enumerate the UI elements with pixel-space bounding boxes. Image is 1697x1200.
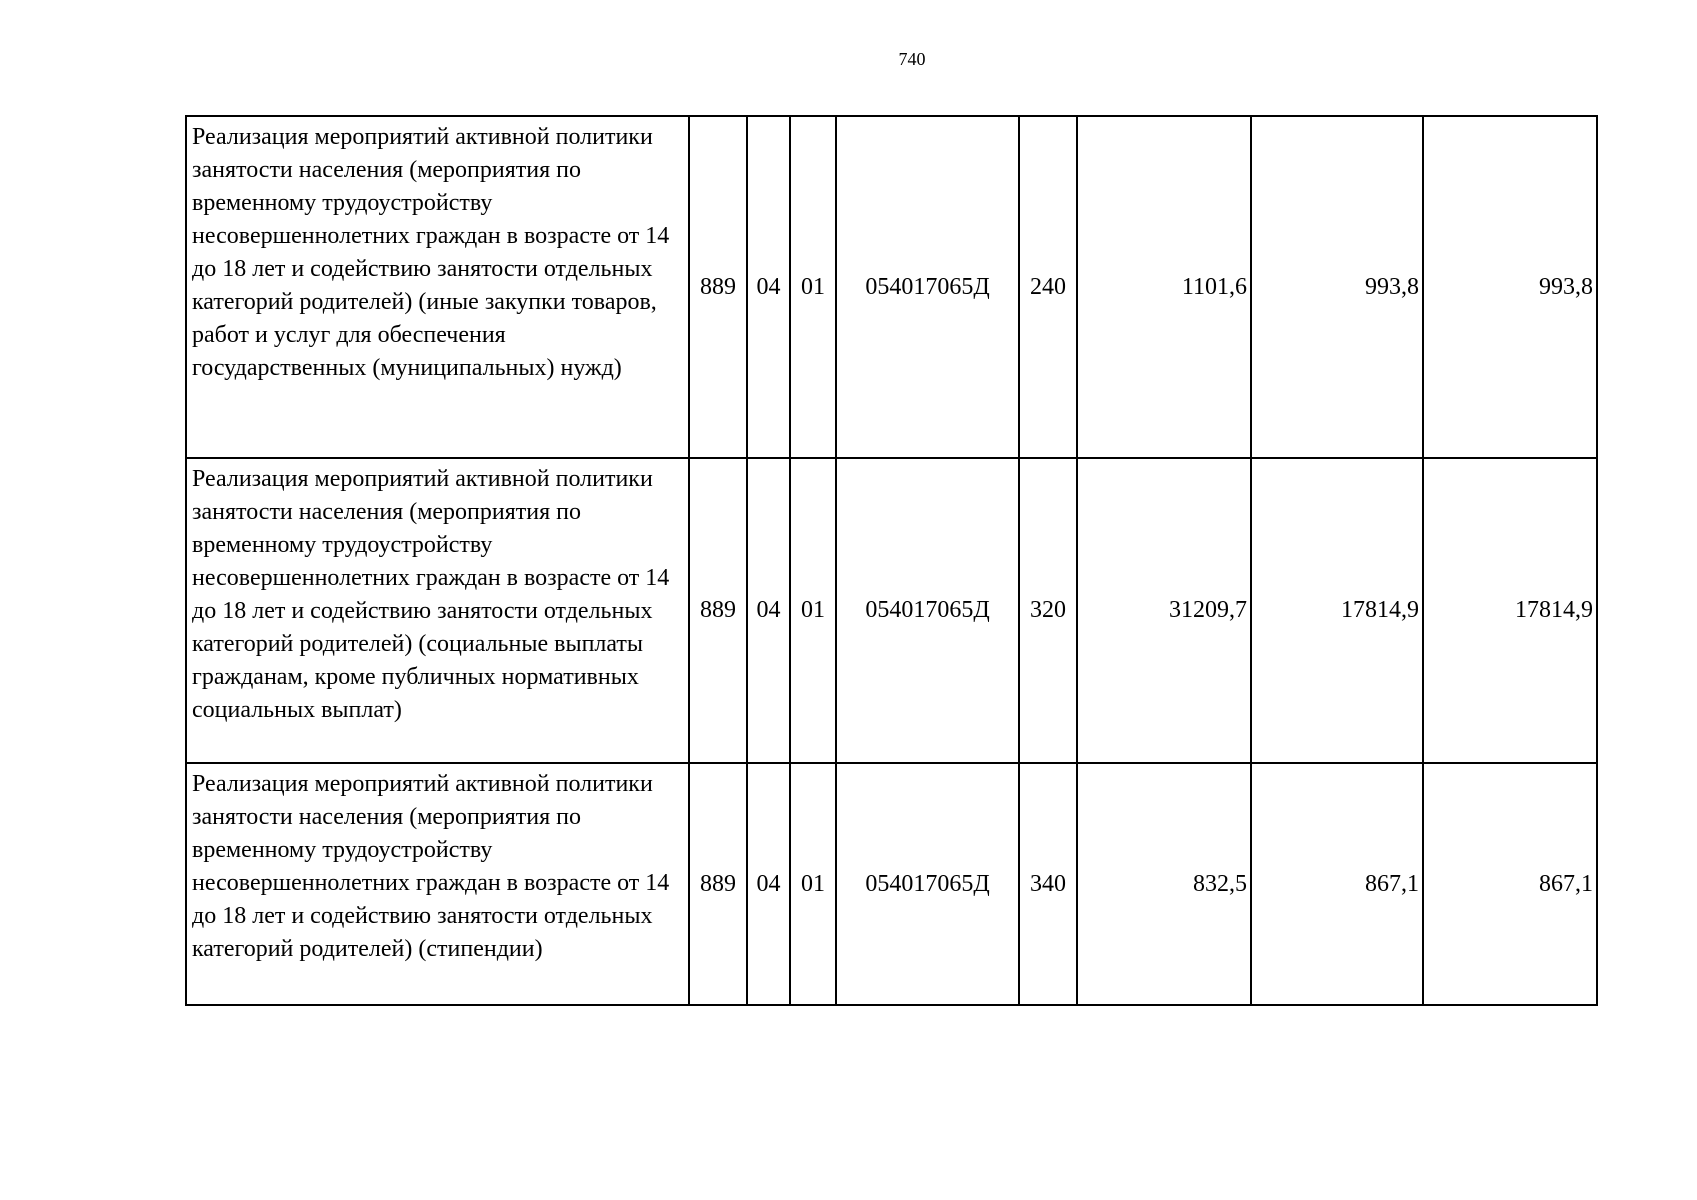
expense-type-code: 240 [1019, 116, 1077, 458]
amount-3: 993,8 [1423, 116, 1597, 458]
table-row [186, 116, 1597, 458]
ministry-code: 889 [689, 763, 747, 1005]
ministry-code: 889 [689, 116, 747, 458]
target-article-code: 054017065Д [836, 458, 1019, 763]
amount-1: 1101,6 [1077, 116, 1251, 458]
table-row [186, 763, 1597, 1005]
budget-table [185, 115, 1598, 1006]
row-description [186, 763, 689, 1005]
row-description-text: Реализация мероприятий активной политики занятости населения (мероприятия по временному трудоустройству несовершеннолетних граждан в возрасте от 14 до 18 лет и содействию занятости отдельных категорий родителей) (иные закупки товаров, работ и услуг для обеспечения государственных (муниципальных) нужд) [192, 124, 670, 381]
amount-3: 867,1 [1423, 763, 1597, 1005]
section-code: 04 [747, 116, 790, 458]
section-code: 04 [747, 763, 790, 1005]
row-description-text: Реализация мероприятий активной политики занятости населения (мероприятия по временному трудоустройству несовершеннолетних граждан в возрасте от 14 до 18 лет и содействию занятости отдельных категорий родителей) (стипендии) [192, 771, 670, 962]
page-number: 740 [898, 49, 926, 69]
amount-1: 31209,7 [1077, 458, 1251, 763]
row-description [186, 458, 689, 763]
subsection-code: 01 [790, 116, 836, 458]
target-article-code: 054017065Д [836, 763, 1019, 1005]
row-description [186, 116, 689, 458]
amount-3: 17814,9 [1423, 458, 1597, 763]
expense-type-code: 320 [1019, 458, 1077, 763]
row-description-text: Реализация мероприятий активной политики занятости населения (мероприятия по временному трудоустройству несовершеннолетних граждан в возрасте от 14 до 18 лет и содействию занятости отдельных категорий родителей) (социальные выплаты гражданам, кроме публичных нормативных социальных выплат) [192, 466, 670, 723]
subsection-code: 01 [790, 763, 836, 1005]
amount-1: 832,5 [1077, 763, 1251, 1005]
subsection-code: 01 [790, 458, 836, 763]
expense-type-code: 340 [1019, 763, 1077, 1005]
table-row [186, 458, 1597, 763]
section-code: 04 [747, 458, 790, 763]
target-article-code: 054017065Д [836, 116, 1019, 458]
amount-2: 867,1 [1251, 763, 1423, 1005]
amount-2: 993,8 [1251, 116, 1423, 458]
amount-2: 17814,9 [1251, 458, 1423, 763]
ministry-code: 889 [689, 458, 747, 763]
